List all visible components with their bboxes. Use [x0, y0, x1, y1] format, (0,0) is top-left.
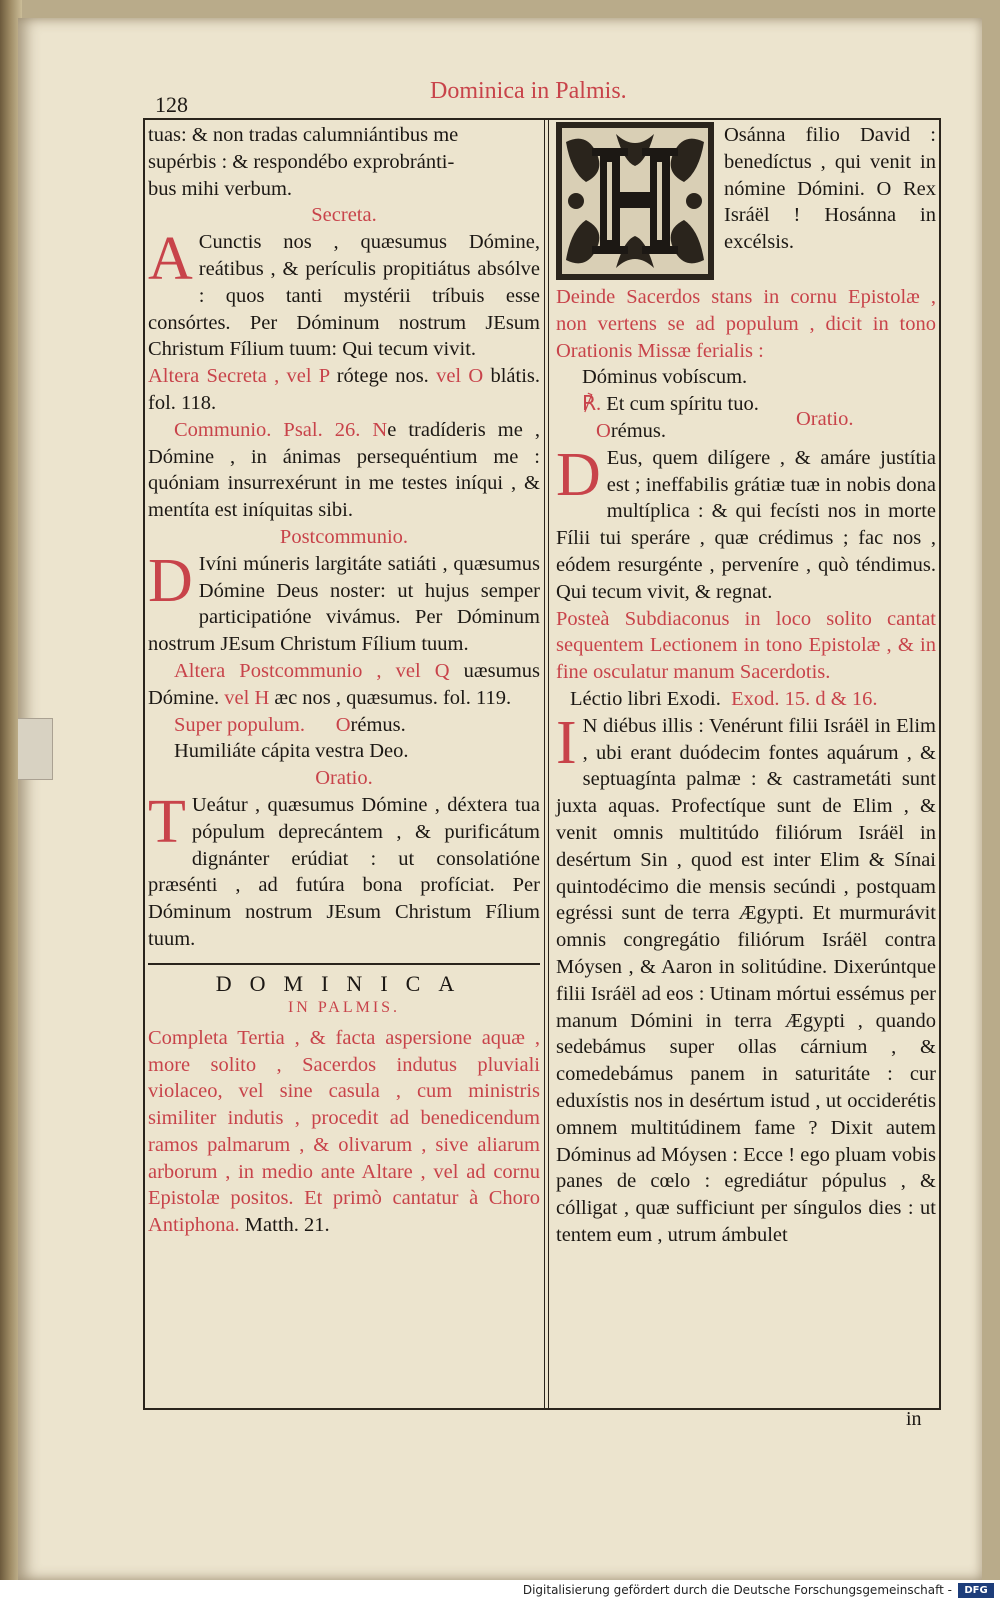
drop-cap-i: I: [556, 708, 577, 777]
column-divider: [544, 118, 545, 1410]
dfg-logo: DFG: [958, 1583, 994, 1598]
oratio-text-right: Eus, quem dilígere , & amáre justítia est ; ineffabilis grátiæ tuæ in nobis dona multíplica : & qui fecísti nos in morte Fílii tui speráre , quæ crédimus ; fac nos , eódem resurgénte , perveníre , quò téndimus. Qui tecum vivit, & regnat.: [556, 446, 936, 603]
postcommunio-text: Ivíni múneris largitáte satiáti , quæsumus Dómine Deus noster: ut hujus semper participatióne vivámus. Per Dóminum nostrum JEsum Christum Fílium tuum.: [148, 552, 540, 656]
digitization-footer: [0, 1580, 1000, 1602]
catchword: in: [906, 1408, 922, 1430]
oratio-paragraph-right: [556, 440, 936, 606]
intro-line: tuas: & non tradas calumniántibus me: [148, 124, 459, 146]
communio-label: Communio. Psal. 26.: [174, 418, 361, 441]
altera-postcommunio-label: Altera Postcommunio , vel Q: [174, 659, 450, 682]
lectio-text: N diébus illis : Venérunt filii Isráël in Elim , ubi erant duódecim fontes aquárum , & septuagínta palmæ : & castrametáti sunt juxta aquas. Profectíque sunt de Elim , & venit omnis multitúdo filiórum Isráël in desértum Sin , quod est inter Elim & Sínai quintodécimo die mensis secúndi , postquam egréssi sunt de terra Ægypti. Et murmurávit omnis congregátio filiórum Isráël contra Móysen , & Aaron in solitúdine. Dixerúntque filii Isráël ad eos : Utinam mórtui essémus per manum Dómini in terra Ægypti , quando sedebámus super ollas cárnium , & comedebámus panem in saturitáte : cur eduxístis nos in desértum istud , ut occiderétis omnem multitúdinem fame ? Dixit autem Dóminus ad Móysen : Ecce ! ego pluam vobis panes de cœlo : egrediátur pópulus , & cólligat , quæ sufficiunt per síngulos dies : ut tentem eum , utrum ámbulet: [556, 714, 936, 1246]
altera-secreta-label: Altera Secreta , vel P: [148, 365, 330, 388]
oremus-text: rémus.: [350, 713, 406, 736]
decorated-initial-h: [556, 122, 714, 280]
altera-postcommunio-ref: æc nos , quæsumus. fol. 119.: [274, 686, 512, 709]
lectio-paragraph: [556, 708, 936, 1249]
altera-secreta: [148, 363, 540, 417]
postcommunio-paragraph: [148, 546, 540, 658]
response: [556, 391, 936, 418]
altera-secreta-incipit: rótege nos.: [336, 365, 429, 388]
rubric: [148, 1025, 540, 1239]
intro-line: bus mihi verbum.: [148, 177, 293, 200]
drop-cap-d: D: [148, 546, 193, 615]
hosanna-text: Osánna filio David : benedíctus , qui venit in nómine Dómini. O Rex Isráël ! Hosánna in excélsis.: [724, 124, 936, 254]
footer-credit: Digitalisierung gefördert durch die Deutsche Forschungsgemeinschaft -: [522, 1583, 952, 1597]
section-title: DOMINICA: [215, 970, 473, 996]
frame-right-rule: [939, 118, 941, 1410]
super-populum: [148, 712, 540, 739]
intro-line: supérbis : & respondébo exprobránti-: [148, 150, 455, 173]
super-populum-label: Super populum.: [174, 713, 305, 736]
page-number: 128: [155, 92, 188, 117]
frame-top-rule: [143, 118, 941, 120]
section-subtitle: IN PALMIS.: [287, 998, 401, 1016]
section-rule: [148, 963, 540, 965]
lectio-ref: Exod. 15. d & 16.: [731, 687, 878, 710]
drop-cap-d-right: D: [556, 440, 601, 509]
rubric-text: Completa Tertia , & facta aspersione aquæ , more solito , Sacerdos indutus pluviali violaceo, vel sine casula , cum ministris similiter indutis , procedit ad benedicendum ramos palmarum , & olivarum , sive aliarum arborum , in medio ante Altare , vel ad cornu Epistolæ positos. Et primò cantatur à Choro Antiphona.: [148, 1026, 540, 1237]
secreta-paragraph: [148, 225, 540, 363]
altera-postcommunio: [148, 658, 540, 712]
response-text: Et cum spíritu tuo.: [606, 393, 759, 416]
oratio-heading: Oratio.: [315, 767, 373, 790]
oremus-initial: O: [335, 713, 351, 736]
dominus-vobiscum: Dóminus vobíscum.: [582, 366, 748, 389]
oremus-line: [556, 407, 936, 445]
communio-text: e tradíderis me , Dómine , in ánimas persequéntium me : quóniam insurrexérunt in me testes iníqui , & mentíta est iníquitas sibi.: [148, 418, 540, 522]
left-column: [148, 122, 540, 1239]
lectio-title: Léctio libri Exodi.: [570, 687, 721, 710]
rubric-ref: Matth. 21.: [244, 1214, 330, 1237]
altera-secreta-ref: blátis. fol. 118.: [148, 365, 541, 414]
altera-postcommunio-incipit: uæsumus Dómine.: [148, 659, 540, 709]
right-column: [556, 122, 936, 1249]
oratio-heading-right: Oratio.: [796, 407, 854, 430]
lectio-heading: [556, 686, 936, 713]
running-title: Dominica in Palmis.: [430, 78, 627, 104]
altera-secreta-vel: vel O: [436, 365, 484, 388]
frame-bottom-rule: [143, 1408, 941, 1410]
drop-cap-t: T: [148, 787, 186, 856]
postcommunio-heading: Postcommunio.: [279, 525, 409, 548]
oremus-initial: O: [596, 419, 611, 442]
secreta-text: Cunctis nos , quæsumus Dómine, reátibus , & perículis propitiátus absólve : quos tanti mystérii tríbuis esse consórtes. Per Dóminum nostrum JEsum Christum Fílium tuum: Qui tecum vivit.: [148, 231, 540, 361]
communio: [148, 417, 540, 524]
response-sign: ℟.: [582, 393, 602, 416]
drop-cap-a: A: [148, 225, 193, 294]
frame-left-rule: [143, 118, 145, 1410]
altera-postcommunio-vel: vel H: [224, 686, 270, 709]
rubric-postea: Posteà Subdiaconus in loco solito cantat sequentem Lectionem in tono Epistolæ , & in fine osculatur manum Sacerdotis.: [556, 607, 936, 684]
page-clip: [18, 718, 53, 780]
oratio-text: Ueátur , quæsumus Dómine , déxtera tua pópulum deprecántem , & purificátum dignánter erúdiat : ut consolatióne præsénti , ad futúra bona profíciat. Per Dóminum nostrum JEsum Christum Fílium tuum.: [148, 793, 540, 950]
oratio-paragraph: [148, 787, 540, 953]
communio-initial: N: [372, 418, 388, 441]
oremus-text: rémus.: [610, 419, 667, 442]
rubric-deinde: Deinde Sacerdos stans in cornu Epistolæ , non vertens se ad populum , dicit in tono Orationis Missæ ferialis :: [556, 286, 936, 362]
secreta-heading: Secreta.: [311, 204, 377, 227]
humiliate: Humiliáte cápita vestra Deo.: [174, 740, 409, 763]
column-divider-inner: [548, 118, 549, 1410]
